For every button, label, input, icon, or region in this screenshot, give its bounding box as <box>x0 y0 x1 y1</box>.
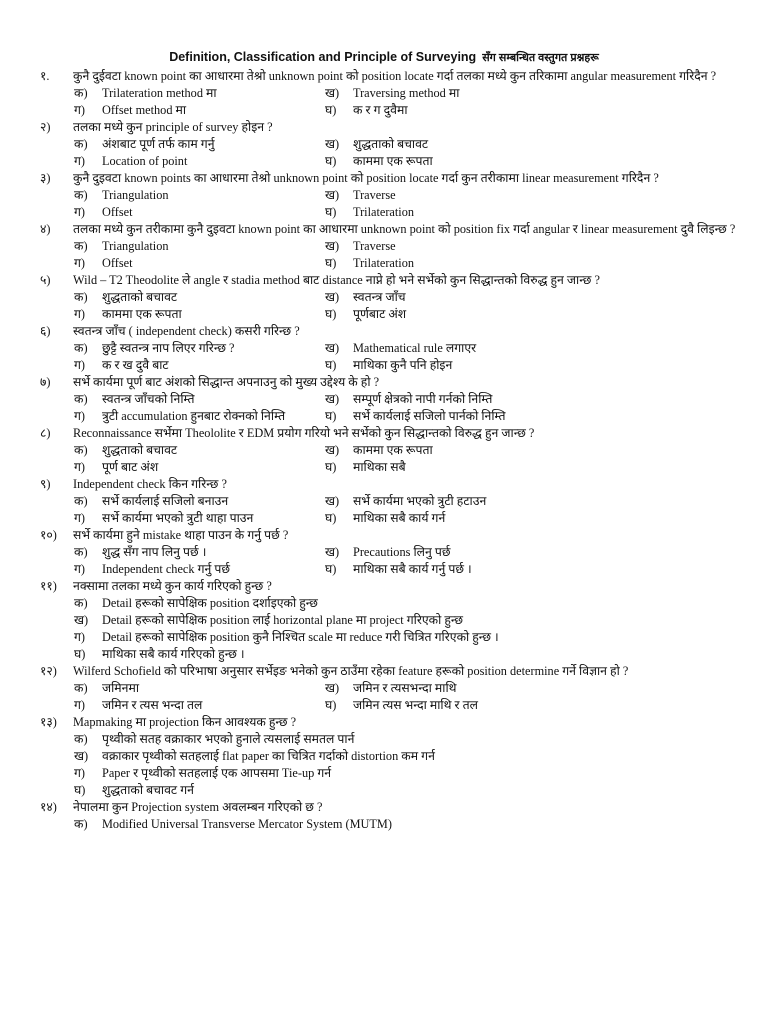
option-label: घ) <box>74 783 86 797</box>
question-number: १२) <box>40 664 57 678</box>
answer-option <box>74 697 202 714</box>
option-row <box>0 306 768 323</box>
question-stem <box>0 663 768 680</box>
option-label: ख) <box>325 494 340 508</box>
option-label: घ) <box>325 511 337 525</box>
answer-option <box>325 680 457 697</box>
question-stem <box>0 170 768 187</box>
option-text: सम्पूर्ण क्षेत्रको नापी गर्नको निम्ति <box>353 392 493 406</box>
answer-option <box>325 238 396 255</box>
answer-option <box>325 204 414 221</box>
option-row <box>0 748 768 765</box>
option-label: घ) <box>325 562 337 576</box>
answer-option <box>325 442 433 459</box>
option-label: घ) <box>74 647 86 661</box>
option-text: शुद्धताको बचावट <box>353 137 429 151</box>
option-text: Detail हरूको सापेक्षिक position लाई horizontal plane मा project गरिएको हुन्छ <box>102 613 464 627</box>
option-row <box>0 544 768 561</box>
option-text: पृथ्वीको सतह वक्राकार भएको हुनाले त्यसलाई समतल पार्न <box>102 732 355 746</box>
option-text: Traversing method मा <box>353 86 460 100</box>
option-text: अंशबाट पूर्ण तर्फ काम गर्नु <box>102 137 215 151</box>
option-text: Precautions लिनु पर्छ <box>353 545 451 559</box>
option-text: शुद्धताको बचावट गर्न <box>102 783 194 797</box>
question-text: सर्भे कार्यमा पूर्ण बाट अंशको सिद्धान्त अपनाउनु को मुख्य उद्देश्य के हो ? <box>73 375 380 389</box>
answer-option <box>74 595 318 612</box>
answer-option <box>325 340 476 357</box>
answer-option <box>74 612 463 629</box>
option-text: सर्भे कार्यमा भएको त्रुटी हटाउन <box>353 494 487 508</box>
answer-option <box>325 153 433 170</box>
answer-option <box>74 238 169 255</box>
option-label: ग) <box>74 409 86 423</box>
option-label: घ) <box>325 154 337 168</box>
option-label: क) <box>74 290 88 304</box>
answer-option <box>74 306 182 323</box>
question-stem <box>0 272 768 289</box>
option-row <box>0 255 768 272</box>
option-label: ख) <box>325 290 340 304</box>
option-text: काममा एक रूपता <box>353 443 433 457</box>
question-14 <box>0 799 768 833</box>
option-label: क) <box>74 817 88 831</box>
question-stem <box>0 799 768 816</box>
question-3 <box>0 170 768 221</box>
answer-option <box>74 85 217 102</box>
answer-option <box>74 357 169 374</box>
option-label: ग) <box>74 562 86 576</box>
option-row <box>0 340 768 357</box>
option-text: सर्भे कार्यमा भएको त्रुटी थाहा पाउन <box>102 511 254 525</box>
option-row <box>0 187 768 204</box>
option-label: ख) <box>325 188 340 202</box>
answer-option <box>325 306 406 323</box>
option-label: ख) <box>325 681 340 695</box>
question-stem <box>0 527 768 544</box>
answer-option <box>325 561 472 578</box>
answer-option <box>325 544 450 561</box>
question-text: Mapmaking मा projection किन आवश्यक हुन्छ ? <box>73 715 297 729</box>
question-number: ११) <box>40 579 57 593</box>
option-text: सर्भे कार्यलाई सजिलो बनाउन <box>102 494 229 508</box>
option-row <box>0 782 768 799</box>
question-number: ९) <box>40 477 51 491</box>
option-label: ख) <box>74 613 89 627</box>
question-stem <box>0 323 768 340</box>
question-text: Wild – T2 Theodolite ले angle र stadia method बाट distance नाप्ने हो भने सर्भेको कुन सिद्धान्तको विरुद्ध हुन जान्छ ? <box>73 273 600 287</box>
option-row <box>0 612 768 629</box>
option-label: क) <box>74 239 88 253</box>
option-text: Paper र पृथ्वीको सतहलाई एक आपसमा Tie-up गर्न <box>102 766 332 780</box>
option-label: ग) <box>74 358 86 372</box>
option-label: ग) <box>74 307 86 321</box>
question-stem <box>0 714 768 731</box>
option-label: क) <box>74 596 88 610</box>
option-text: त्रुटी accumulation हुनबाट रोक्नको निम्ति <box>102 409 286 423</box>
option-row <box>0 510 768 527</box>
option-row <box>0 408 768 425</box>
option-label: क) <box>74 137 88 151</box>
option-row <box>0 102 768 119</box>
option-text: क र ग दुवैमा <box>353 103 408 117</box>
answer-option <box>325 136 428 153</box>
option-row <box>0 765 768 782</box>
answer-option <box>74 748 435 765</box>
option-row <box>0 697 768 714</box>
answer-option <box>74 153 187 170</box>
option-label: घ) <box>325 307 337 321</box>
option-label: ख) <box>325 443 340 457</box>
question-5 <box>0 272 768 323</box>
answer-option <box>74 391 195 408</box>
option-text: Triangulation <box>102 239 169 253</box>
answer-option <box>325 510 445 527</box>
option-label: क) <box>74 341 88 355</box>
question-12 <box>0 663 768 714</box>
option-text: काममा एक रूपता <box>102 307 182 321</box>
option-label: घ) <box>325 409 337 423</box>
option-label: क) <box>74 392 88 406</box>
question-stem <box>0 476 768 493</box>
option-label: ग) <box>74 460 86 474</box>
question-text: कुनै दुइवटा known points का आधारमा तेश्रो unknown point को position locate गर्दा कुन तरीकामा linear measurement गरिदैन ? <box>73 171 659 185</box>
option-row <box>0 238 768 255</box>
question-stem <box>0 578 768 595</box>
option-text: Traverse <box>353 188 396 202</box>
option-label: क) <box>74 494 88 508</box>
answer-option <box>325 255 414 272</box>
question-4 <box>0 221 768 272</box>
option-row <box>0 153 768 170</box>
option-row <box>0 561 768 578</box>
question-11 <box>0 578 768 663</box>
title-nepali: सँग सम्बन्धित वस्तुगत प्रश्नहरू <box>482 52 599 64</box>
question-text: स्वतन्त्र जाँच ( independent check) कसरी गरिन्छ ? <box>73 324 300 338</box>
option-label: क) <box>74 681 88 695</box>
option-label: क) <box>74 86 88 100</box>
option-label: क) <box>74 188 88 202</box>
title-english: Definition, Classification and Principle of Surveying <box>169 50 477 64</box>
question-13 <box>0 714 768 799</box>
answer-option <box>74 255 133 272</box>
option-text: Independent check गर्नु पर्छ <box>102 562 231 576</box>
question-7 <box>0 374 768 425</box>
option-text: माथिका सबै <box>353 460 406 474</box>
question-text: Wilferd Schofield को परिभाषा अनुसार सर्भेइङ भनेको कुन ठाउँमा रहेका feature हरूको position determine गर्ने विज्ञान हो ? <box>73 664 629 678</box>
option-text: सर्भे कार्यलाई सजिलो पार्नको निम्ति <box>353 409 506 423</box>
question-number: ३) <box>40 171 51 185</box>
answer-option <box>325 85 459 102</box>
option-label: घ) <box>325 205 337 219</box>
answer-option <box>74 340 235 357</box>
answer-option <box>325 187 396 204</box>
option-row <box>0 680 768 697</box>
option-text: Trilateration <box>353 256 415 270</box>
question-9 <box>0 476 768 527</box>
answer-option <box>74 544 206 561</box>
answer-option <box>74 493 228 510</box>
option-label: ग) <box>74 630 86 644</box>
question-stem <box>0 221 768 238</box>
option-text: जमिनमा <box>102 681 140 695</box>
question-text: तलका मध्ये कुन principle of survey होइन ? <box>73 120 273 134</box>
option-label: क) <box>74 732 88 746</box>
option-row <box>0 816 768 833</box>
option-text: जमिन त्यस भन्दा माथि र तल <box>353 698 478 712</box>
question-number: ४) <box>40 222 51 236</box>
question-text: तलका मध्ये कुन तरीकामा कुनै दुइवटा known point का आधारमा unknown point को position fix गर्दा angular र linear measurement दुवै लिइन्छ ? <box>73 222 736 236</box>
question-number: १३) <box>40 715 57 729</box>
option-label: ग) <box>74 256 86 270</box>
option-text: काममा एक रूपता <box>353 154 433 168</box>
option-row <box>0 493 768 510</box>
option-row <box>0 731 768 748</box>
option-text: माथिका सबै कार्य गर्नु पर्छ । <box>353 562 472 576</box>
question-number: ८) <box>40 426 51 440</box>
question-stem <box>0 68 768 85</box>
option-text: शुद्धताको बचावट <box>102 443 178 457</box>
option-label: ग) <box>74 154 86 168</box>
option-label: ख) <box>325 137 340 151</box>
option-text: Offset <box>102 256 133 270</box>
option-label: ग) <box>74 766 86 780</box>
answer-option <box>74 459 158 476</box>
option-label: ख) <box>325 545 340 559</box>
option-text: Trilateration method मा <box>102 86 217 100</box>
option-row <box>0 136 768 153</box>
option-text: Traverse <box>353 239 396 253</box>
question-stem <box>0 119 768 136</box>
answer-option <box>325 391 492 408</box>
option-label: ग) <box>74 103 86 117</box>
answer-option <box>74 629 499 646</box>
answer-option <box>74 408 285 425</box>
option-text: शुद्ध सँग नाप लिनु पर्छ । <box>102 545 207 559</box>
question-text: नेपालमा कुन Projection system अवलम्बन गरिएको छ ? <box>73 800 323 814</box>
option-row <box>0 629 768 646</box>
option-label: क) <box>74 545 88 559</box>
question-8 <box>0 425 768 476</box>
page-title <box>0 49 768 67</box>
option-label: ख) <box>325 392 340 406</box>
answer-option <box>74 187 169 204</box>
question-text: कुनै दुईवटा known point का आधारमा तेश्रो unknown point को position locate गर्दा तलका मध्ये कुन तरिकामा angular measurement गरिदैन ? <box>73 69 717 83</box>
question-10 <box>0 527 768 578</box>
option-row <box>0 391 768 408</box>
option-text: माथिका सबै कार्य गर्न <box>353 511 446 525</box>
option-label: ख) <box>74 749 89 763</box>
question-6 <box>0 323 768 374</box>
answer-option <box>325 357 452 374</box>
option-text: वक्राकार पृथ्वीको सतहलाई flat paper का चित्रित गर्दाको distortion कम गर्न <box>102 749 435 763</box>
answer-option <box>74 646 245 663</box>
option-text: माथिका सबै कार्य गरिएको हुन्छ । <box>102 647 245 661</box>
question-list <box>0 68 768 833</box>
answer-option <box>74 442 177 459</box>
option-label: घ) <box>325 103 337 117</box>
answer-option <box>325 697 478 714</box>
option-text: शुद्धताको बचावट <box>102 290 178 304</box>
option-row <box>0 289 768 306</box>
question-number: ५) <box>40 273 51 287</box>
answer-option <box>325 289 406 306</box>
option-text: Trilateration <box>353 205 415 219</box>
answer-option <box>74 136 215 153</box>
question-stem <box>0 374 768 391</box>
option-text: छुट्टै स्वतन्त्र नाप लिएर गरिन्छ ? <box>102 341 235 355</box>
option-text: पूर्णबाट अंश <box>353 307 407 321</box>
question-number: १०) <box>40 528 57 542</box>
option-label: घ) <box>325 698 337 712</box>
option-row <box>0 459 768 476</box>
question-1 <box>0 68 768 119</box>
answer-option <box>74 510 253 527</box>
answer-option <box>74 102 186 119</box>
answer-option <box>325 408 506 425</box>
option-label: ग) <box>74 511 86 525</box>
question-number: २) <box>40 120 51 134</box>
option-row <box>0 357 768 374</box>
question-text: Reconnaissance सर्भेमा Theololite र EDM प्रयोग गरियो भने सर्भेको कुन सिद्धान्तको विरुद्ध हुन जान्छ ? <box>73 426 535 440</box>
option-text: माथिका कुनै पनि होइन <box>353 358 453 372</box>
option-text: Detail हरूको सापेक्षिक position कुनै निश्चित scale मा reduce गरी चित्रित गरिएको हुन्छ । <box>102 630 499 644</box>
question-stem <box>0 425 768 442</box>
option-row <box>0 595 768 612</box>
option-row <box>0 85 768 102</box>
option-text: Mathematical rule लगाएर <box>353 341 477 355</box>
option-text: Offset method मा <box>102 103 187 117</box>
question-number: ६) <box>40 324 51 338</box>
option-label: ग) <box>74 205 86 219</box>
question-text: Independent check किन गरिन्छ ? <box>73 477 227 491</box>
answer-option <box>74 816 392 833</box>
option-label: घ) <box>325 460 337 474</box>
option-label: क) <box>74 443 88 457</box>
option-text: स्वतन्त्र जाँच <box>353 290 406 304</box>
option-text: Modified Universal Transverse Mercator System (MUTM) <box>102 817 392 831</box>
option-label: घ) <box>325 256 337 270</box>
option-text: Detail हरूको सापेक्षिक position दर्शाइएको हुन्छ <box>102 596 318 610</box>
question-text: सर्भे कार्यमा हुने mistake थाहा पाउन के गर्नु पर्छ ? <box>73 528 289 542</box>
question-2 <box>0 119 768 170</box>
option-text: पूर्ण बाट अंश <box>102 460 159 474</box>
question-number: १४) <box>40 800 57 814</box>
option-text: Triangulation <box>102 188 169 202</box>
option-label: ग) <box>74 698 86 712</box>
option-label: घ) <box>325 358 337 372</box>
option-label: ख) <box>325 239 340 253</box>
option-label: ख) <box>325 341 340 355</box>
option-row <box>0 204 768 221</box>
option-text: स्वतन्त्र जाँचको निम्ति <box>102 392 195 406</box>
answer-option <box>74 204 133 221</box>
option-text: Offset <box>102 205 133 219</box>
answer-option <box>74 561 230 578</box>
option-text: जमिन र त्यस भन्दा तल <box>102 698 203 712</box>
answer-option <box>325 102 408 119</box>
answer-option <box>74 289 177 306</box>
option-row <box>0 442 768 459</box>
answer-option <box>325 459 406 476</box>
answer-option <box>325 493 486 510</box>
question-text: नक्सामा तलका मध्ये कुन कार्य गरिएको हुन्छ ? <box>73 579 272 593</box>
answer-option <box>74 782 194 799</box>
option-row <box>0 646 768 663</box>
question-number: १. <box>40 69 50 83</box>
question-number: ७) <box>40 375 51 389</box>
answer-option <box>74 731 354 748</box>
option-text: Location of point <box>102 154 188 168</box>
answer-option <box>74 680 139 697</box>
answer-option <box>74 765 331 782</box>
option-text: जमिन र त्यसभन्दा माथि <box>353 681 457 695</box>
option-label: ख) <box>325 86 340 100</box>
option-text: क र ख दुवै बाट <box>102 358 169 372</box>
